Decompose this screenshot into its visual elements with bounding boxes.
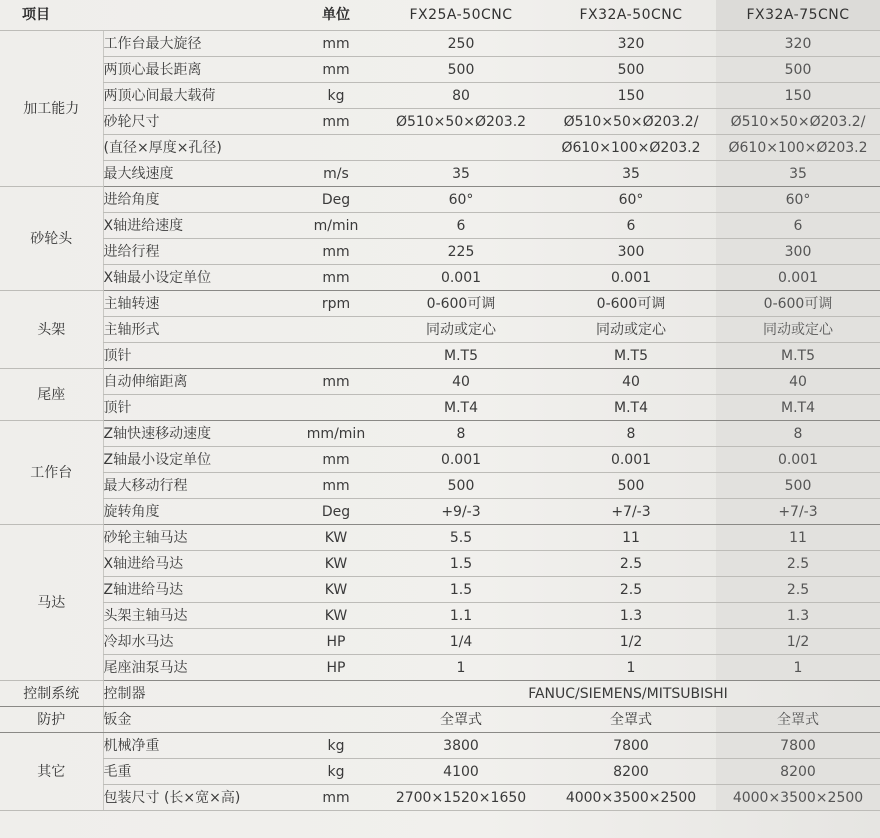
table-row [0, 187, 880, 213]
table-row [0, 629, 880, 655]
item-cell: X轴进给速度 [103, 213, 296, 239]
category-cell: 加工能力 [0, 31, 103, 187]
unit-cell: mm [296, 31, 376, 57]
value-cell: 0-600可调 [546, 291, 716, 317]
unit-cell: mm [296, 447, 376, 473]
header-model-2: FX32A-50CNC [546, 0, 716, 31]
value-cell: 1.3 [716, 603, 880, 629]
item-cell: Z轴最小设定单位 [103, 447, 296, 473]
unit-cell: HP [296, 629, 376, 655]
value-cell: 150 [546, 83, 716, 109]
value-cell: 3800 [376, 733, 546, 759]
unit-cell: kg [296, 759, 376, 785]
value-cell: M.T4 [376, 395, 546, 421]
unit-cell: m/min [296, 213, 376, 239]
value-cell: Ø510×50×Ø203.2 [376, 109, 546, 135]
spec-body [0, 31, 880, 811]
table-row [0, 109, 880, 135]
value-cell: 40 [546, 369, 716, 395]
table-row [0, 603, 880, 629]
value-cell: M.T5 [546, 343, 716, 369]
category-cell: 其它 [0, 733, 103, 811]
unit-cell: kg [296, 733, 376, 759]
value-cell: 2.5 [716, 551, 880, 577]
item-cell: 工作台最大旋径 [103, 31, 296, 57]
table-row [0, 499, 880, 525]
header-model-3: FX32A-75CNC [716, 0, 880, 31]
unit-cell: KW [296, 551, 376, 577]
value-cell: 500 [716, 57, 880, 83]
value-cell: 8200 [546, 759, 716, 785]
value-cell: 1.5 [376, 551, 546, 577]
value-cell: 1.5 [376, 577, 546, 603]
value-cell: 225 [376, 239, 546, 265]
value-cell: 500 [716, 473, 880, 499]
value-cell: 1.1 [376, 603, 546, 629]
item-cell: 毛重 [103, 759, 296, 785]
item-cell: (直径×厚度×孔径) [103, 135, 296, 161]
item-cell: 进给行程 [103, 239, 296, 265]
value-cell: 6 [376, 213, 546, 239]
value-cell: 1.3 [546, 603, 716, 629]
unit-cell [296, 395, 376, 421]
item-cell: 顶针 [103, 395, 296, 421]
category-cell: 控制系统 [0, 681, 103, 707]
value-cell: 同动或定心 [546, 317, 716, 343]
value-cell: 500 [376, 57, 546, 83]
value-cell: Ø610×100×Ø203.2 [716, 135, 880, 161]
value-cell: 1 [546, 655, 716, 681]
value-cell: 6 [546, 213, 716, 239]
value-cell: 8 [716, 421, 880, 447]
value-cell: Ø610×100×Ø203.2 [546, 135, 716, 161]
header-item: 项目 [0, 0, 103, 31]
table-row [0, 317, 880, 343]
table-row [0, 551, 880, 577]
value-cell: 250 [376, 31, 546, 57]
item-cell: 砂轮尺寸 [103, 109, 296, 135]
item-cell: 控制器 [103, 681, 296, 707]
unit-cell [296, 135, 376, 161]
value-cell: 4000×3500×2500 [716, 785, 880, 811]
table-row [0, 473, 880, 499]
item-cell: 主轴形式 [103, 317, 296, 343]
item-cell: 自动伸缩距离 [103, 369, 296, 395]
value-cell: 80 [376, 83, 546, 109]
value-cell: Ø510×50×Ø203.2/ [716, 109, 880, 135]
value-cell: 全罩式 [716, 707, 880, 733]
value-cell [376, 135, 546, 161]
header-unit: 单位 [296, 0, 376, 31]
value-cell: 500 [376, 473, 546, 499]
value-cell: 320 [716, 31, 880, 57]
unit-cell: mm [296, 369, 376, 395]
category-cell: 头架 [0, 291, 103, 369]
value-cell: 6 [716, 213, 880, 239]
unit-cell [296, 343, 376, 369]
item-cell: 旋转角度 [103, 499, 296, 525]
table-row [0, 707, 880, 733]
value-cell: 0.001 [546, 265, 716, 291]
value-cell: 7800 [546, 733, 716, 759]
unit-cell: rpm [296, 291, 376, 317]
value-cell: 2.5 [716, 577, 880, 603]
value-cell: 2.5 [546, 577, 716, 603]
table-row [0, 213, 880, 239]
item-cell: X轴最小设定单位 [103, 265, 296, 291]
unit-cell: Deg [296, 187, 376, 213]
item-cell: 进给角度 [103, 187, 296, 213]
value-cell: 35 [716, 161, 880, 187]
table-row [0, 395, 880, 421]
table-row [0, 759, 880, 785]
table-row [0, 161, 880, 187]
value-cell: 2700×1520×1650 [376, 785, 546, 811]
value-cell: 150 [716, 83, 880, 109]
value-cell: 1 [716, 655, 880, 681]
value-cell: 500 [546, 473, 716, 499]
unit-cell: mm [296, 785, 376, 811]
unit-cell: Deg [296, 499, 376, 525]
unit-cell: mm [296, 473, 376, 499]
value-cell: M.T4 [716, 395, 880, 421]
item-cell: 最大移动行程 [103, 473, 296, 499]
table-row [0, 785, 880, 811]
value-cell: 2.5 [546, 551, 716, 577]
table-row [0, 239, 880, 265]
unit-cell: KW [296, 577, 376, 603]
table-row [0, 421, 880, 447]
unit-cell: HP [296, 655, 376, 681]
item-cell: 两顶心最长距离 [103, 57, 296, 83]
value-cell: 4000×3500×2500 [546, 785, 716, 811]
category-cell: 尾座 [0, 369, 103, 421]
unit-cell: mm [296, 109, 376, 135]
value-cell: 11 [546, 525, 716, 551]
value-cell: 1/2 [716, 629, 880, 655]
unit-cell: mm [296, 57, 376, 83]
value-cell: 同动或定心 [376, 317, 546, 343]
value-cell: 40 [716, 369, 880, 395]
table-row [0, 291, 880, 317]
table-row [0, 369, 880, 395]
controller-value-cell: FANUC/SIEMENS/MITSUBISHI [376, 681, 880, 707]
category-cell: 马达 [0, 525, 103, 681]
item-cell: 尾座油泵马达 [103, 655, 296, 681]
category-cell: 工作台 [0, 421, 103, 525]
value-cell: M.T5 [716, 343, 880, 369]
item-cell: Z轴快速移动速度 [103, 421, 296, 447]
value-cell: 7800 [716, 733, 880, 759]
table-row [0, 57, 880, 83]
value-cell: +7/-3 [546, 499, 716, 525]
value-cell: 0-600可调 [716, 291, 880, 317]
table-row [0, 577, 880, 603]
value-cell: 60° [376, 187, 546, 213]
value-cell: 8 [376, 421, 546, 447]
item-cell: 头架主轴马达 [103, 603, 296, 629]
unit-cell: mm/min [296, 421, 376, 447]
item-cell: 两顶心间最大载荷 [103, 83, 296, 109]
value-cell: Ø510×50×Ø203.2/ [546, 109, 716, 135]
value-cell: 0.001 [376, 265, 546, 291]
item-cell: 包装尺寸 (长×宽×高) [103, 785, 296, 811]
unit-cell: kg [296, 83, 376, 109]
unit-cell [296, 707, 376, 733]
value-cell: 1/4 [376, 629, 546, 655]
value-cell: 320 [546, 31, 716, 57]
table-row [0, 83, 880, 109]
value-cell: 5.5 [376, 525, 546, 551]
table-row [0, 681, 880, 707]
unit-cell: mm [296, 239, 376, 265]
item-cell: 顶针 [103, 343, 296, 369]
value-cell: 500 [546, 57, 716, 83]
value-cell: 300 [716, 239, 880, 265]
value-cell: 60° [716, 187, 880, 213]
item-cell: 机械净重 [103, 733, 296, 759]
value-cell: 1 [376, 655, 546, 681]
value-cell: 8 [546, 421, 716, 447]
value-cell: 60° [546, 187, 716, 213]
table-row [0, 525, 880, 551]
unit-cell [296, 681, 376, 707]
table-row [0, 447, 880, 473]
value-cell: 1/2 [546, 629, 716, 655]
item-cell: 冷却水马达 [103, 629, 296, 655]
value-cell: 11 [716, 525, 880, 551]
unit-cell: mm [296, 265, 376, 291]
unit-cell [296, 317, 376, 343]
value-cell: 300 [546, 239, 716, 265]
table-row [0, 31, 880, 57]
value-cell: 0.001 [376, 447, 546, 473]
table-row [0, 265, 880, 291]
table-row [0, 343, 880, 369]
value-cell: 同动或定心 [716, 317, 880, 343]
value-cell: 35 [546, 161, 716, 187]
item-cell: 砂轮主轴马达 [103, 525, 296, 551]
value-cell: M.T4 [546, 395, 716, 421]
item-cell: 主轴转速 [103, 291, 296, 317]
value-cell: 4100 [376, 759, 546, 785]
unit-cell: KW [296, 603, 376, 629]
value-cell: +7/-3 [716, 499, 880, 525]
value-cell: 全罩式 [546, 707, 716, 733]
item-cell: 最大线速度 [103, 161, 296, 187]
value-cell: 35 [376, 161, 546, 187]
table-row [0, 733, 880, 759]
value-cell: 0.001 [716, 265, 880, 291]
value-cell: 0-600可调 [376, 291, 546, 317]
category-cell: 防护 [0, 707, 103, 733]
value-cell: M.T5 [376, 343, 546, 369]
header-row [0, 0, 880, 31]
item-cell: X轴进给马达 [103, 551, 296, 577]
item-cell: 钣金 [103, 707, 296, 733]
value-cell: 40 [376, 369, 546, 395]
value-cell: 8200 [716, 759, 880, 785]
value-cell: +9/-3 [376, 499, 546, 525]
header-model-1: FX25A-50CNC [376, 0, 546, 31]
value-cell: 0.001 [546, 447, 716, 473]
unit-cell: KW [296, 525, 376, 551]
table-row [0, 135, 880, 161]
category-cell: 砂轮头 [0, 187, 103, 291]
value-cell: 0.001 [716, 447, 880, 473]
item-cell: Z轴进给马达 [103, 577, 296, 603]
unit-cell: m/s [296, 161, 376, 187]
table-row [0, 655, 880, 681]
value-cell: 全罩式 [376, 707, 546, 733]
